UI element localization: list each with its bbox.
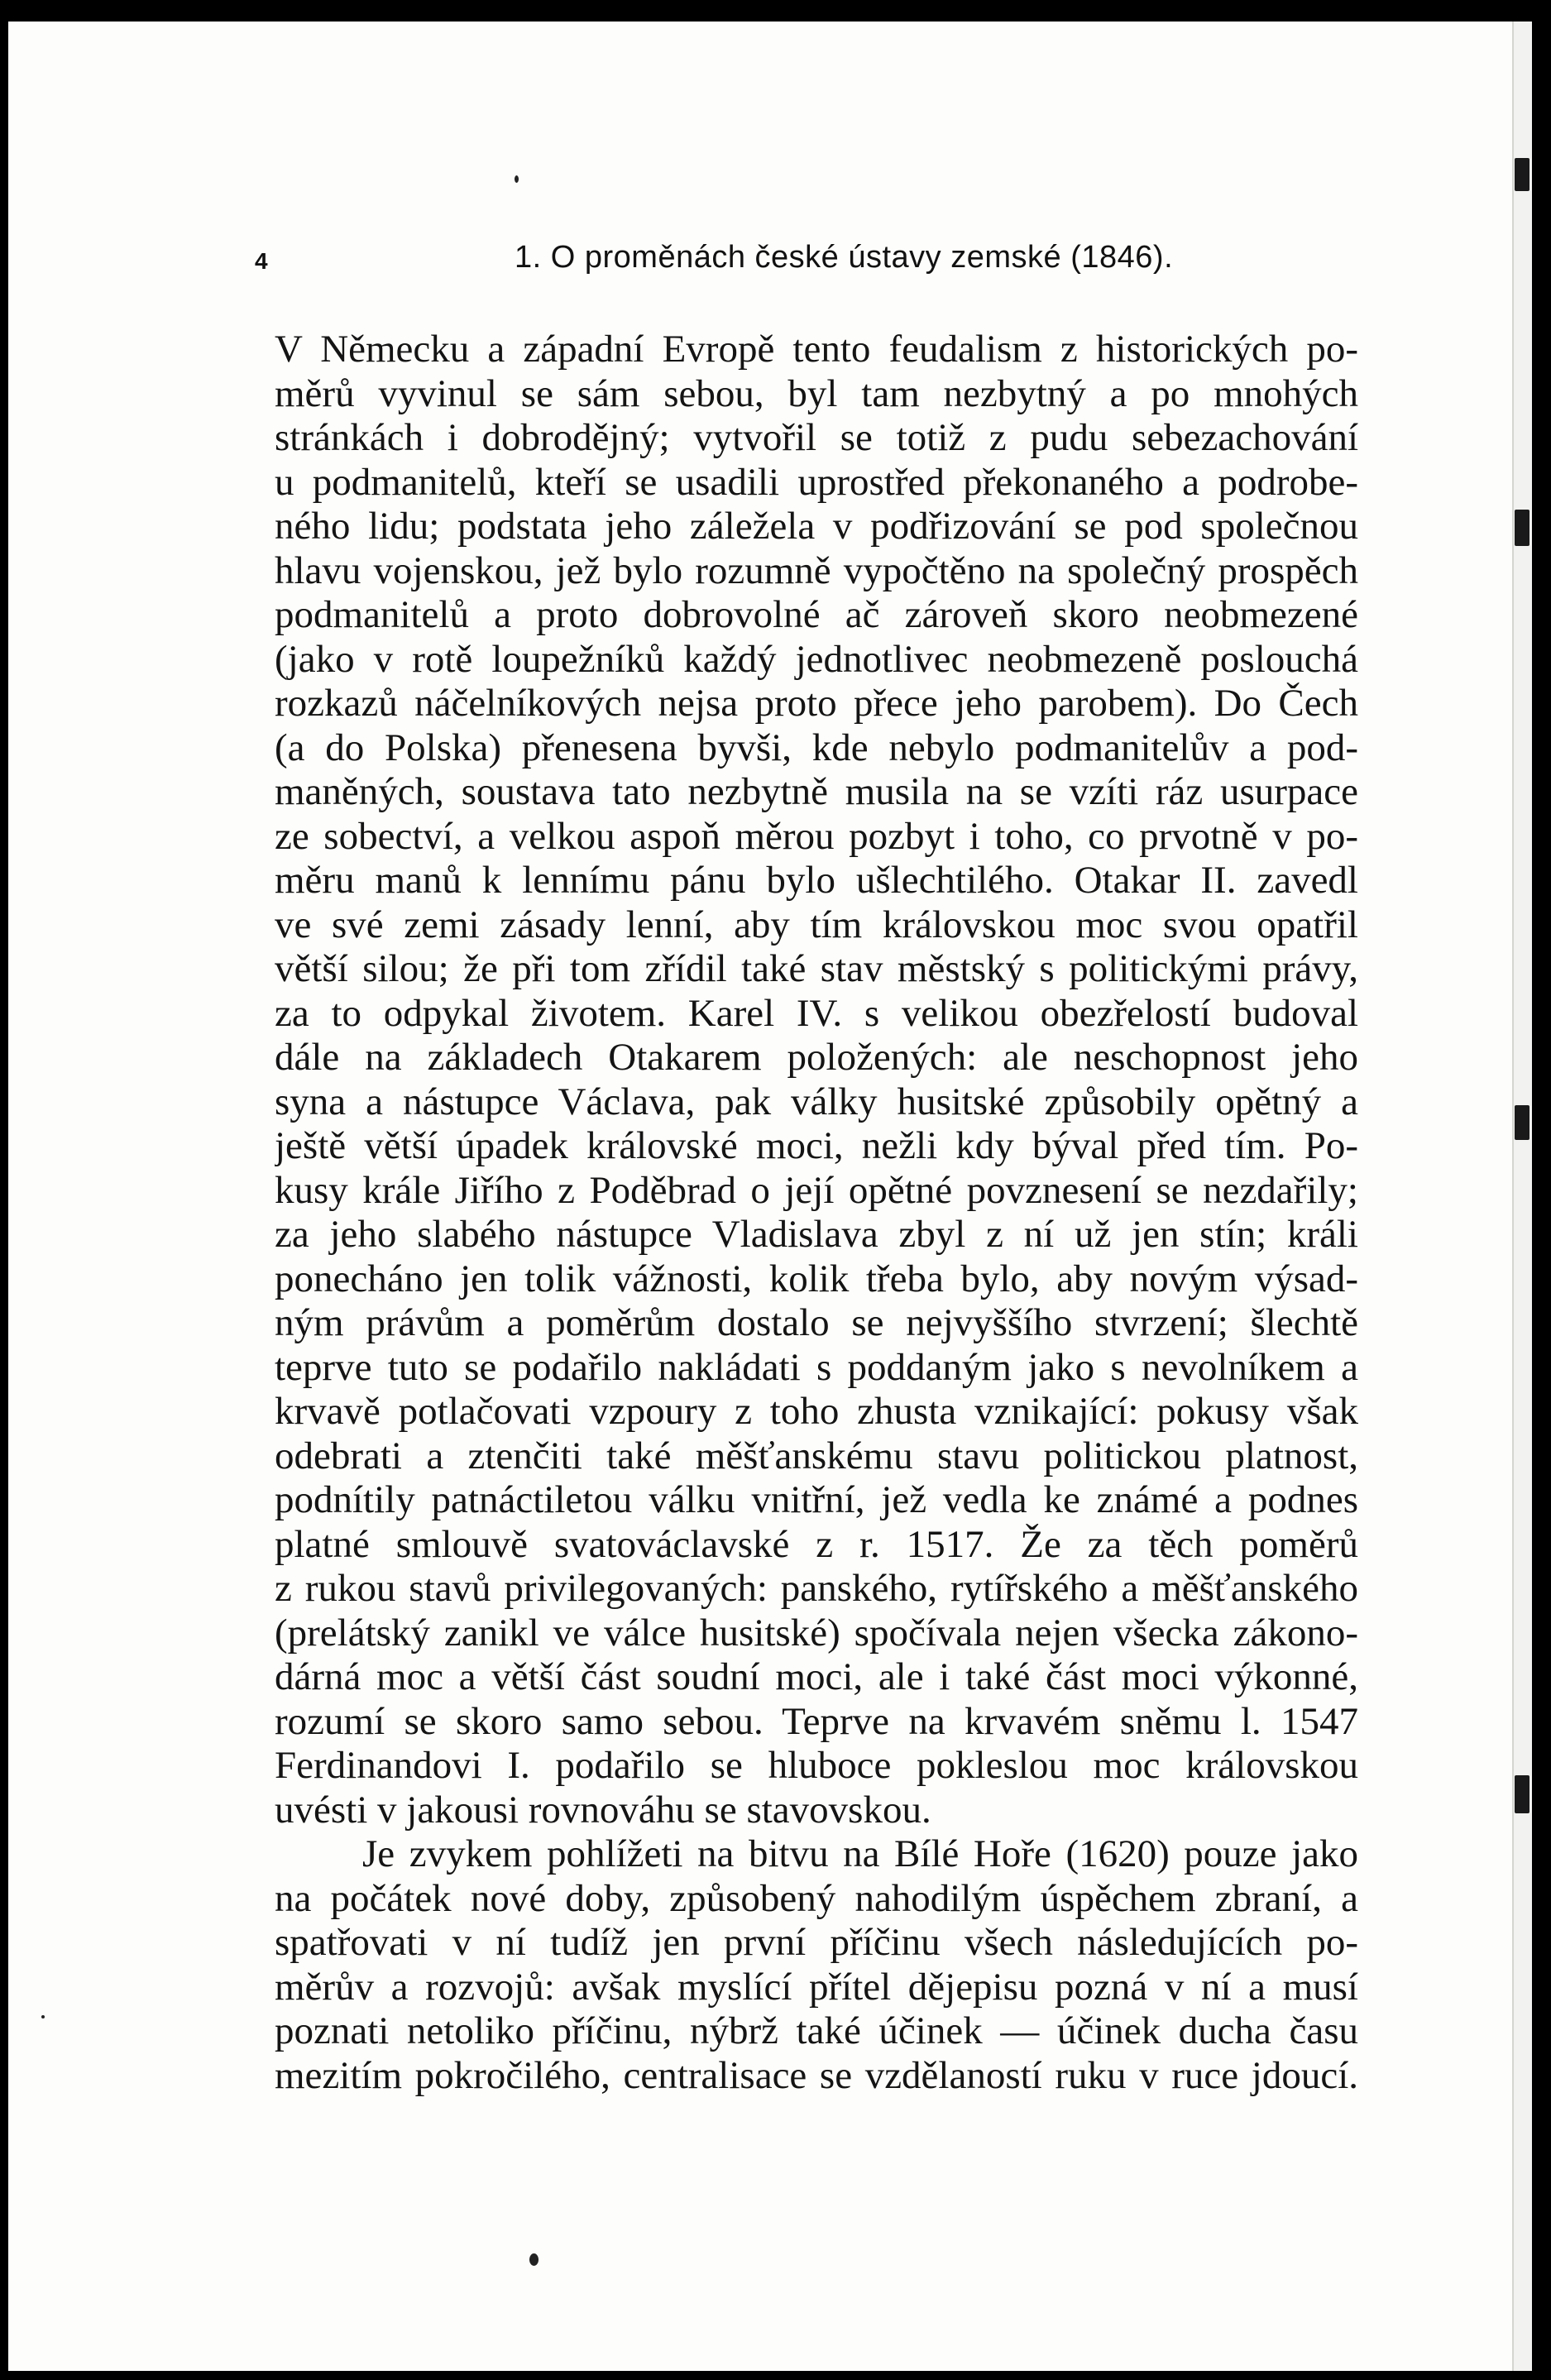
text-line: ponecháno jen tolik vážnosti, kolik třeba bylo, aby novým výsad-: [275, 1257, 1358, 1300]
text-line: měrův a rozvojů: avšak myslící přítel dějepisu pozná v ní a musí: [275, 1965, 1358, 2009]
text-line: za jeho slabého nástupce Vladislava zbyl z ní už jen stín; králi: [275, 1213, 1358, 1256]
text-line: mezitím pokročilého, centralisace se vzdělaností ruku v ruce jdoucí.: [275, 2053, 1358, 2097]
text-line: Ferdinandovi I. podařilo se hluboce pokleslou moc královskou: [275, 1744, 1358, 1787]
edge-mark: [1515, 510, 1529, 546]
text-line: teprve tuto se podařilo nakládati s poddaným jako s nevolníkem a: [275, 1345, 1358, 1389]
text-line: V Německu a západní Evropě tento feudalism z historických po-: [275, 328, 1358, 371]
text-line: měrů vyvinul se sám sebou, byl tam nezbytný a po mnohých: [275, 371, 1358, 415]
text-line: ného lidu; podstata jeho záležela v podřizování se pod společnou: [275, 505, 1358, 548]
text-line: ze sobectví, a velkou aspoň měrou pozbyt i toho, co prvotně v po-: [275, 814, 1358, 858]
text-line: krvavě potlačovati vzpoury z toho zhusta vznikající: pokusy však: [275, 1390, 1358, 1433]
scanned-page: [8, 22, 1532, 2371]
text-line: u podmanitelů, kteří se usadili uprostřed překonaného a podrobe-: [275, 460, 1358, 504]
paragraph: [275, 328, 1358, 1832]
text-line: uvésti v jakousi rovnováhu se stavovskou.: [275, 1788, 931, 1832]
text-line: (jako v rotě loupežníků každý jednotlivec neobmezeně poslouchá: [275, 637, 1358, 681]
page-header: [8, 238, 1532, 288]
paragraph: [275, 1832, 1358, 2098]
text-line: hlavu vojenskou, jež bylo rozumně vypočtěno na společný prospěch: [275, 548, 1358, 592]
text-line: na počátek nové doby, způsobený nahodilým úspěchem zbraní, a: [275, 1876, 1358, 1920]
text-line: za to odpykal životem. Karel IV. s velikou obezřelostí budoval: [275, 991, 1358, 1035]
text-line: kusy krále Jiřího z Poděbrad o její opětné povznesení se nezdařily;: [275, 1168, 1358, 1212]
text-line: větší silou; že při tom zřídil také stav městský s politickými právy,: [275, 947, 1358, 990]
text-line: ným právům a poměrům dostalo se nejvyššího stvrzení; šlechtě: [275, 1301, 1358, 1344]
edge-mark: [1515, 158, 1529, 191]
text-line: dále na základech Otakarem položených: ale neschopnost jeho: [275, 1036, 1358, 1079]
text-line: Je zvykem pohlížeti na bitvu na Bílé Hoře (1620) pouze jako: [362, 1832, 1358, 1875]
body-text: [275, 328, 1358, 2098]
text-line: odebrati a ztenčiti také měšťanskému stavu politickou platnost,: [275, 1434, 1358, 1477]
text-line: dárná moc a větší část soudní moci, ale i také část moci výkonné,: [275, 1655, 1358, 1698]
page-number: 4: [255, 248, 268, 274]
text-line: ještě větší úpadek královské moci, nežli kdy býval před tím. Po-: [275, 1124, 1358, 1167]
text-line: měru manů k lennímu pánu bylo ušlechtilého. Otakar II. zavedl: [275, 859, 1358, 902]
text-line: stránkách i dobrodějný; vytvořil se totiž z pudu sebezachování: [275, 416, 1358, 459]
running-title: 1. O proměnách české ústavy zemské (1846).: [515, 240, 1174, 275]
edge-mark: [1515, 1105, 1529, 1140]
scan-speck: [515, 175, 519, 183]
scan-speck: [41, 2015, 45, 2018]
text-line: syna a nástupce Václava, pak války husitské způsobily opětný a: [275, 1080, 1358, 1123]
text-line: poznati netoliko příčinu, nýbrž také účinek — účinek ducha času: [275, 2009, 1358, 2052]
text-line: spatřovati v ní tudíž jen první příčinu všech následujících po-: [275, 1921, 1358, 1964]
text-line: (a do Polska) přenesena byvši, kde nebylo podmanitelův a pod-: [275, 725, 1358, 769]
text-line: maněných, soustava tato nezbytně musila na se vzíti ráz usurpace: [275, 770, 1358, 813]
text-line: ve své zemi zásady lenní, aby tím královskou moc svou opatřil: [275, 903, 1358, 946]
text-line: platné smlouvě svatováclavské z r. 1517. Že za těch poměrů: [275, 1522, 1358, 1566]
text-line: (prelátský zanikl ve válce husitské) spočívala nejen všecka zákono-: [275, 1611, 1358, 1655]
text-line: z rukou stavů privilegovaných: panského, rytířského a měšťanského: [275, 1567, 1358, 1610]
text-line: podmanitelů a proto dobrovolné ač zároveň skoro neobmezené: [275, 593, 1358, 636]
text-line: rozumí se skoro samo sebou. Teprve na krvavém sněmu l. 1547: [275, 1699, 1358, 1743]
text-line: rozkazů náčelníkových nejsa proto přece jeho parobem). Do Čech: [275, 682, 1358, 725]
page-edge-shadow: [1512, 22, 1532, 2371]
text-line: podnítily patnáctiletou válku vnitřní, jež vedla ke známé a podnes: [275, 1478, 1358, 1521]
scan-speck: [529, 2253, 539, 2266]
edge-mark: [1515, 1775, 1529, 1813]
